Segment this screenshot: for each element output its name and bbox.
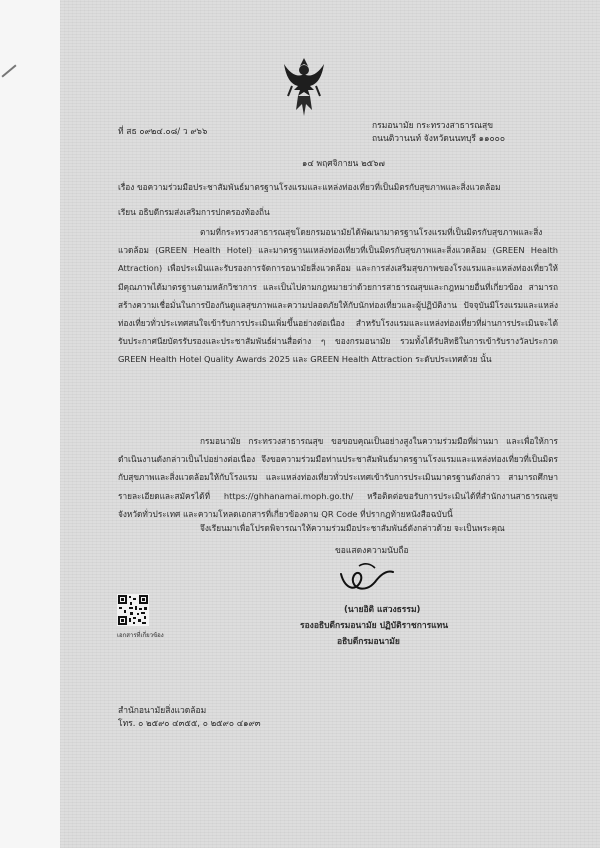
garuda-emblem-icon [280, 56, 328, 120]
subject-line: เรื่อง ขอความร่วมมือประชาสัมพันธ์มาตรฐานโรงแรมและแหล่งท่องเที่ยวที่เป็นมิตรกับสุขภาพและสิ่งแวดล้อม [118, 182, 501, 192]
signer-name: (นายอิติ แสวงธรรม) [344, 605, 421, 615]
salutation-line: เรียน อธิบดีกรมส่งเสริมการปกครองท้องถิ่น [118, 207, 270, 217]
department-name: กรมอนามัย กระทรวงสาธารณสุข [372, 121, 494, 131]
body-paragraph-3 [118, 519, 558, 537]
paragraph-text: ตามที่กระทรวงสาธารณสุขโดยกรมอนามัยได้พัฒนามาตรฐานโรงแรมที่เป็นมิตรกับสุขภาพและสิ่งแวดล้อม (GREEN Health Hotel) และมาตรฐานแหล่งท่องเที่ยวที่เป็นมิตรกับสุขภาพและสิ่งแวดล้อม (GREEN Health Attraction) เพื่อประเมินและรับรองการจัดการอนามัยสิ่งแวดล้อม และการส่งเสริมสุขภาพของโรงแรมและแหล่งท่องเที่ยวให้มีคุณภาพได้มาตรฐานตามหลักวิชาการ และเป็นไปตามกฎหมายว่าด้วยการสาธารณสุขและกฎหมายอื่นที่เกี่ยวข้อง สามารถสร้างความเชื่อมั่นในการป้องกันดูแลสุขภาพและความปลอดภัยให้กับนักท่องเที่ยวและผู้ปฏิบัติงาน ปัจจุบันมีโรงแรมและแหล่งท่องเที่ยวทั่วประเทศสนใจเข้ารับการประเมินเพิ่มขึ้นอย่างต่อเนื่อง สำหรับโรงแรมและแหล่งท่องเที่ยวที่ผ่านการประเมินจะได้รับประกาศนียบัตรรับรองและประชาสัมพันธ์ผ่านสื่อต่าง ๆ ของกรมอนามัย รวมทั้งได้รับสิทธิในการเข้ารับรางวัลประกวด GREEN Health Hotel Quality Awards 2025 และ GREEN Health Attraction ระดับประเทศด้วย นั้น [118, 227, 558, 365]
department-address: ถนนติวานนท์ จังหวัดนนทบุรี ๑๑๐๐๐ [372, 134, 506, 144]
document-date: ๑๔ พฤศจิกายน ๒๕๖๗ [302, 159, 385, 169]
signer-title: อธิบดีกรมอนามัย [337, 637, 400, 647]
qr-code[interactable] [117, 594, 149, 626]
paragraph-text: จึงเรียนมาเพื่อโปรดพิจารณาให้ความร่วมมือประชาสัมพันธ์ดังกล่าวด้วย จะเป็นพระคุณ [200, 523, 505, 533]
handwritten-signature [335, 560, 405, 596]
office-name: สำนักอนามัยสิ่งแวดล้อม [118, 706, 207, 716]
signer-position: รองอธิบดีกรมอนามัย ปฏิบัติราชการแทน [300, 621, 449, 631]
closing-line: ขอแสดงความนับถือ [335, 546, 409, 556]
body-paragraph-2 [118, 432, 558, 523]
paragraph-text: กรมอนามัย กระทรวงสาธารณสุข ขอขอบคุณเป็นอย่างสูงในความร่วมมือที่ผ่านมา และเพื่อให้การดำเนินงานดังกล่าวเป็นไปอย่างต่อเนื่อง จึงขอความร่วมมือท่านประชาสัมพันธ์มาตรฐานโรงแรมและแหล่งท่องเที่ยวที่เป็นมิตรกับสุขภาพและสิ่งแวดล้อมให้กับโรงแรม และแหล่งท่องเที่ยวทั่วประเทศเข้ารับการประเมินมาตรฐานดังกล่าว สามารถศึกษารายละเอียดและสมัครได้ที่ https://ghhanamai.moph.go.th/ หรือติดต่อขอรับการประเมินได้ที่สำนักงานสาธารณสุขจังหวัดทั่วประเทศ และความโหลดเอกสารที่เกี่ยวข้องตาม QR Code ที่ปรากฏท้ายหนังสือฉบับนี้ [118, 436, 558, 519]
qr-caption: เอกสารที่เกี่ยวข้อง [117, 632, 164, 639]
scan-margin [0, 0, 64, 848]
body-paragraph-1 [118, 223, 558, 369]
document-number: ที่ สธ ๐๙๒๔.๐๘/ ว ๙๖๖ [118, 127, 208, 137]
office-phone: โทร. ๐ ๒๕๙๐ ๔๓๕๕, ๐ ๒๕๙๐ ๔๑๙๓ [118, 719, 261, 729]
